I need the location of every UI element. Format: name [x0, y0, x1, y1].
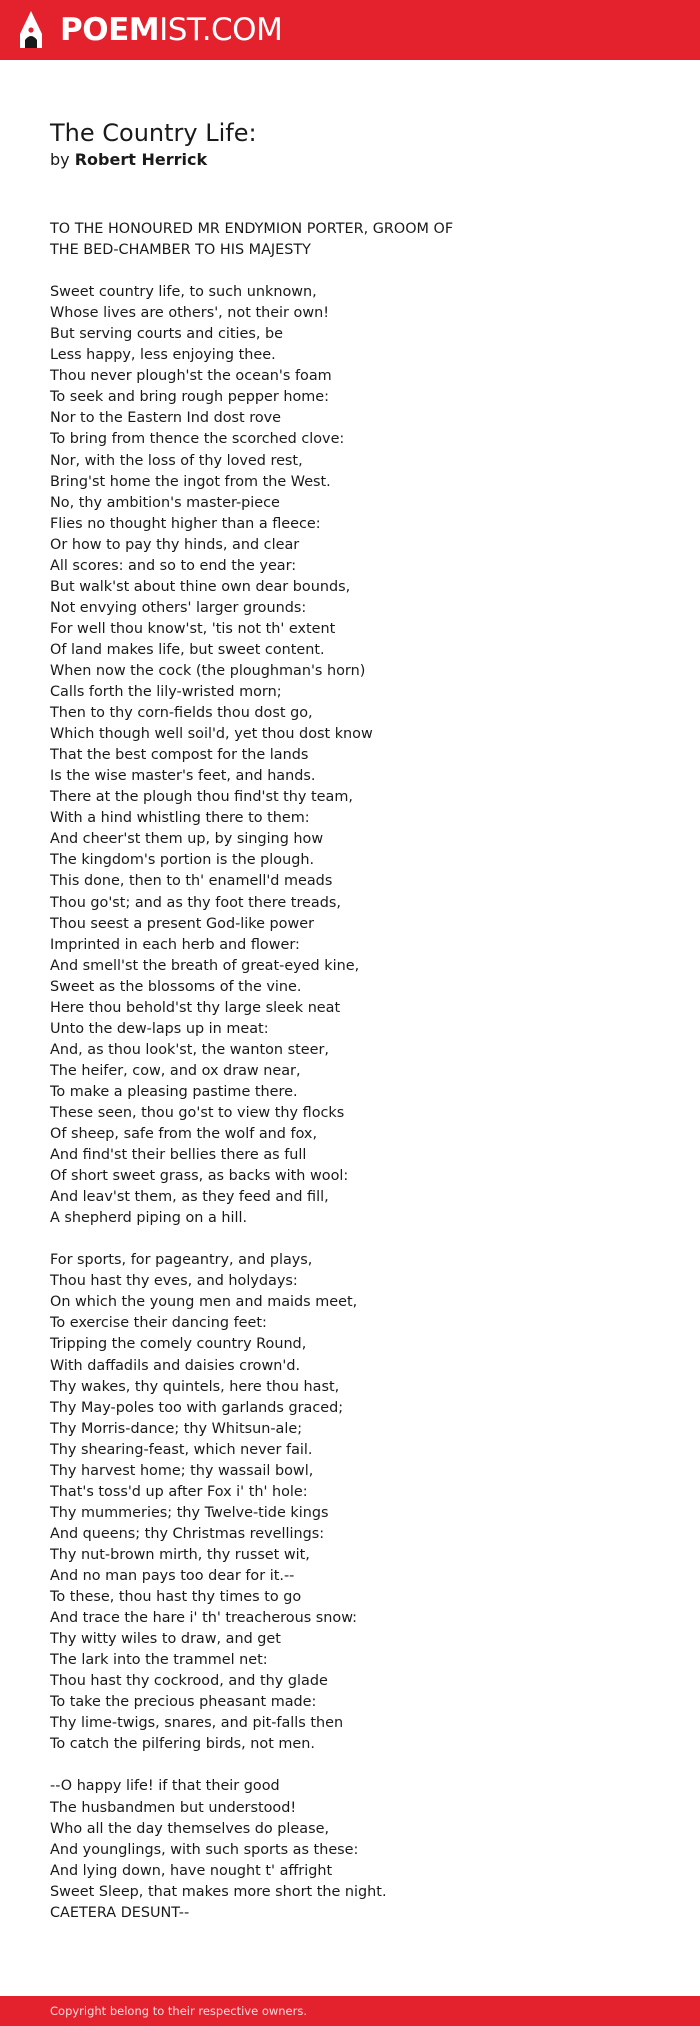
- poem-content: [0, 117, 700, 1924]
- poem-line: Less happy, less enjoying thee.: [50, 347, 276, 364]
- poem-line: That's toss'd up after Fox i' th' hole:: [50, 1483, 308, 1500]
- poem-line: Flies no thought higher than a fleece:: [50, 515, 321, 532]
- poem-stanza: [50, 282, 660, 1229]
- poem-line: Thy May-poles too with garlands graced;: [50, 1399, 344, 1416]
- poem-line: To make a pleasing pastime there.: [50, 1083, 298, 1100]
- poem-line: The kingdom's portion is the plough.: [50, 852, 315, 869]
- site-logo-link[interactable]: [18, 10, 282, 50]
- poem-line: To these, thou hast thy times to go: [50, 1589, 302, 1606]
- poem-line: Sweet as the blossoms of the vine.: [50, 978, 302, 995]
- poem-line: Of sheep, safe from the wolf and fox,: [50, 1126, 318, 1143]
- poem-stanza: [50, 219, 660, 261]
- poem-line: Thy nut-brown mirth, thy russet wit,: [50, 1546, 310, 1563]
- poem-line: Thy shearing-feast, which never fail.: [50, 1441, 313, 1458]
- poem-stanza: [50, 1776, 660, 1923]
- pen-nib-icon: [18, 10, 44, 50]
- poem-stanza: [50, 1250, 660, 1755]
- poem-line: All scores: and so to end the year:: [50, 557, 297, 574]
- poem-line: No, thy ambition's master-piece: [50, 494, 280, 511]
- poem-line: For well thou know'st, 'tis not th' extent: [50, 620, 336, 637]
- poem-line: Thou hast thy eves, and holydays:: [50, 1273, 298, 1290]
- poem-line: To take the precious pheasant made:: [50, 1694, 317, 1711]
- poem-line: Whose lives are others', not their own!: [50, 305, 330, 322]
- poem-line: Not envying others' larger grounds:: [50, 599, 307, 616]
- poem-line: The lark into the trammel net:: [50, 1652, 268, 1669]
- byline-prefix: by: [50, 150, 70, 169]
- poem-line: Tripping the comely country Round,: [50, 1336, 307, 1353]
- poem-line: When now the cock (the ploughman's horn): [50, 662, 366, 679]
- poem-line: Sweet country life, to such unknown,: [50, 284, 317, 301]
- logo-bold-part: POEM: [60, 11, 160, 48]
- poem-line: This done, then to th' enamell'd meads: [50, 873, 333, 890]
- poem-line: And queens; thy Christmas revellings:: [50, 1525, 325, 1542]
- poem-line: A shepherd piping on a hill.: [50, 1210, 248, 1227]
- poem-line: Bring'st home the ingot from the West.: [50, 473, 331, 490]
- poem-line: Nor to the Eastern Ind dost rove: [50, 410, 282, 427]
- poem-line: Is the wise master's feet, and hands.: [50, 768, 316, 785]
- site-header: [0, 0, 700, 60]
- poem-line: And, as thou look'st, the wanton steer,: [50, 1041, 329, 1058]
- poem-line: And younglings, with such sports as these:: [50, 1841, 359, 1858]
- poem-line: CAETERA DESUNT--: [50, 1904, 190, 1921]
- poem-line: To bring from thence the scorched clove:: [50, 431, 345, 448]
- poem-byline: [50, 149, 660, 171]
- poem-line: Unto the dew-laps up in meat:: [50, 1020, 269, 1037]
- poem-line: With daffadils and daisies crown'd.: [50, 1357, 301, 1374]
- poem-line: Thou never plough'st the ocean's foam: [50, 368, 332, 385]
- poem-line: That the best compost for the lands: [50, 747, 309, 764]
- poem-line: And cheer'st them up, by singing how: [50, 831, 324, 848]
- poem-line: Thou go'st; and as thy foot there treads,: [50, 894, 341, 911]
- site-footer: [0, 1996, 700, 2026]
- poem-line: To exercise their dancing feet:: [50, 1315, 267, 1332]
- poem-line: And lying down, have nought t' affright: [50, 1862, 333, 1879]
- poem-line: Of land makes life, but sweet content.: [50, 641, 325, 658]
- poem-line: To catch the pilfering birds, not men.: [50, 1736, 315, 1753]
- poem-body: [50, 219, 660, 1924]
- poem-author: Robert Herrick: [74, 150, 208, 169]
- poem-line: But walk'st about thine own dear bounds,: [50, 578, 351, 595]
- poem-line: To seek and bring rough pepper home:: [50, 389, 329, 406]
- poem-line: Thou hast thy cockrood, and thy glade: [50, 1673, 328, 1690]
- poem-line: --O happy life! if that their good: [50, 1778, 280, 1795]
- poem-line: On which the young men and maids meet,: [50, 1294, 358, 1311]
- poem-line: Sweet Sleep, that makes more short the night.: [50, 1883, 387, 1900]
- poem-line: For sports, for pageantry, and plays,: [50, 1252, 313, 1269]
- poem-line: Thy harvest home; thy wassail bowl,: [50, 1462, 314, 1479]
- site-logo-text: [60, 11, 283, 48]
- poem-line: And leav'st them, as they feed and fill,: [50, 1189, 329, 1206]
- poem-line: And no man pays too dear for it.--: [50, 1568, 295, 1584]
- poem-line: Thy Morris-dance; thy Whitsun-ale;: [50, 1420, 303, 1437]
- poem-line: THE BED-CHAMBER TO HIS MAJESTY: [50, 242, 311, 259]
- poem-line: The heifer, cow, and ox draw near,: [50, 1062, 301, 1079]
- poem-line: Thy wakes, thy quintels, here thou hast,: [50, 1378, 340, 1395]
- poem-line: But serving courts and cities, be: [50, 326, 283, 343]
- poem-title: The Country Life:: [50, 119, 257, 147]
- poem-line: With a hind whistling there to them:: [50, 810, 310, 827]
- poem-line: The husbandmen but understood!: [50, 1799, 297, 1816]
- copyright-notice: Copyright belong to their respective owners.: [50, 2004, 308, 2018]
- poem-line: Nor, with the loss of thy loved rest,: [50, 452, 303, 469]
- poem-line: Here thou behold'st thy large sleek neat: [50, 999, 341, 1016]
- poem-line: Thy lime-twigs, snares, and pit-falls then: [50, 1715, 344, 1732]
- poem-line: TO THE HONOURED MR ENDYMION PORTER, GROOM OF: [50, 221, 454, 237]
- poem-line: Who all the day themselves do please,: [50, 1820, 330, 1837]
- logo-thin-part: IST.COM: [159, 11, 283, 48]
- poem-line: Thy mummeries; thy Twelve-tide kings: [50, 1504, 329, 1521]
- poem-line: And smell'st the breath of great-eyed kine,: [50, 957, 360, 974]
- poem-line: Which though well soil'd, yet thou dost know: [50, 726, 373, 743]
- poem-line: Thou seest a present God-like power: [50, 915, 315, 932]
- poem-line: Imprinted in each herb and flower:: [50, 936, 300, 953]
- poem-line: Or how to pay thy hinds, and clear: [50, 536, 300, 553]
- poem-line: There at the plough thou find'st thy team,: [50, 789, 353, 806]
- poem-line: And trace the hare i' th' treacherous snow:: [50, 1610, 358, 1627]
- poem-line: Of short sweet grass, as backs with wool:: [50, 1168, 349, 1185]
- poem-line: Then to thy corn-fields thou dost go,: [50, 705, 313, 722]
- poem-line: And find'st their bellies there as full: [50, 1147, 307, 1164]
- poem-line: Calls forth the lily-wristed morn;: [50, 684, 282, 701]
- poem-line: These seen, thou go'st to view thy flocks: [50, 1104, 345, 1121]
- poem-line: Thy witty wiles to draw, and get: [50, 1631, 281, 1648]
